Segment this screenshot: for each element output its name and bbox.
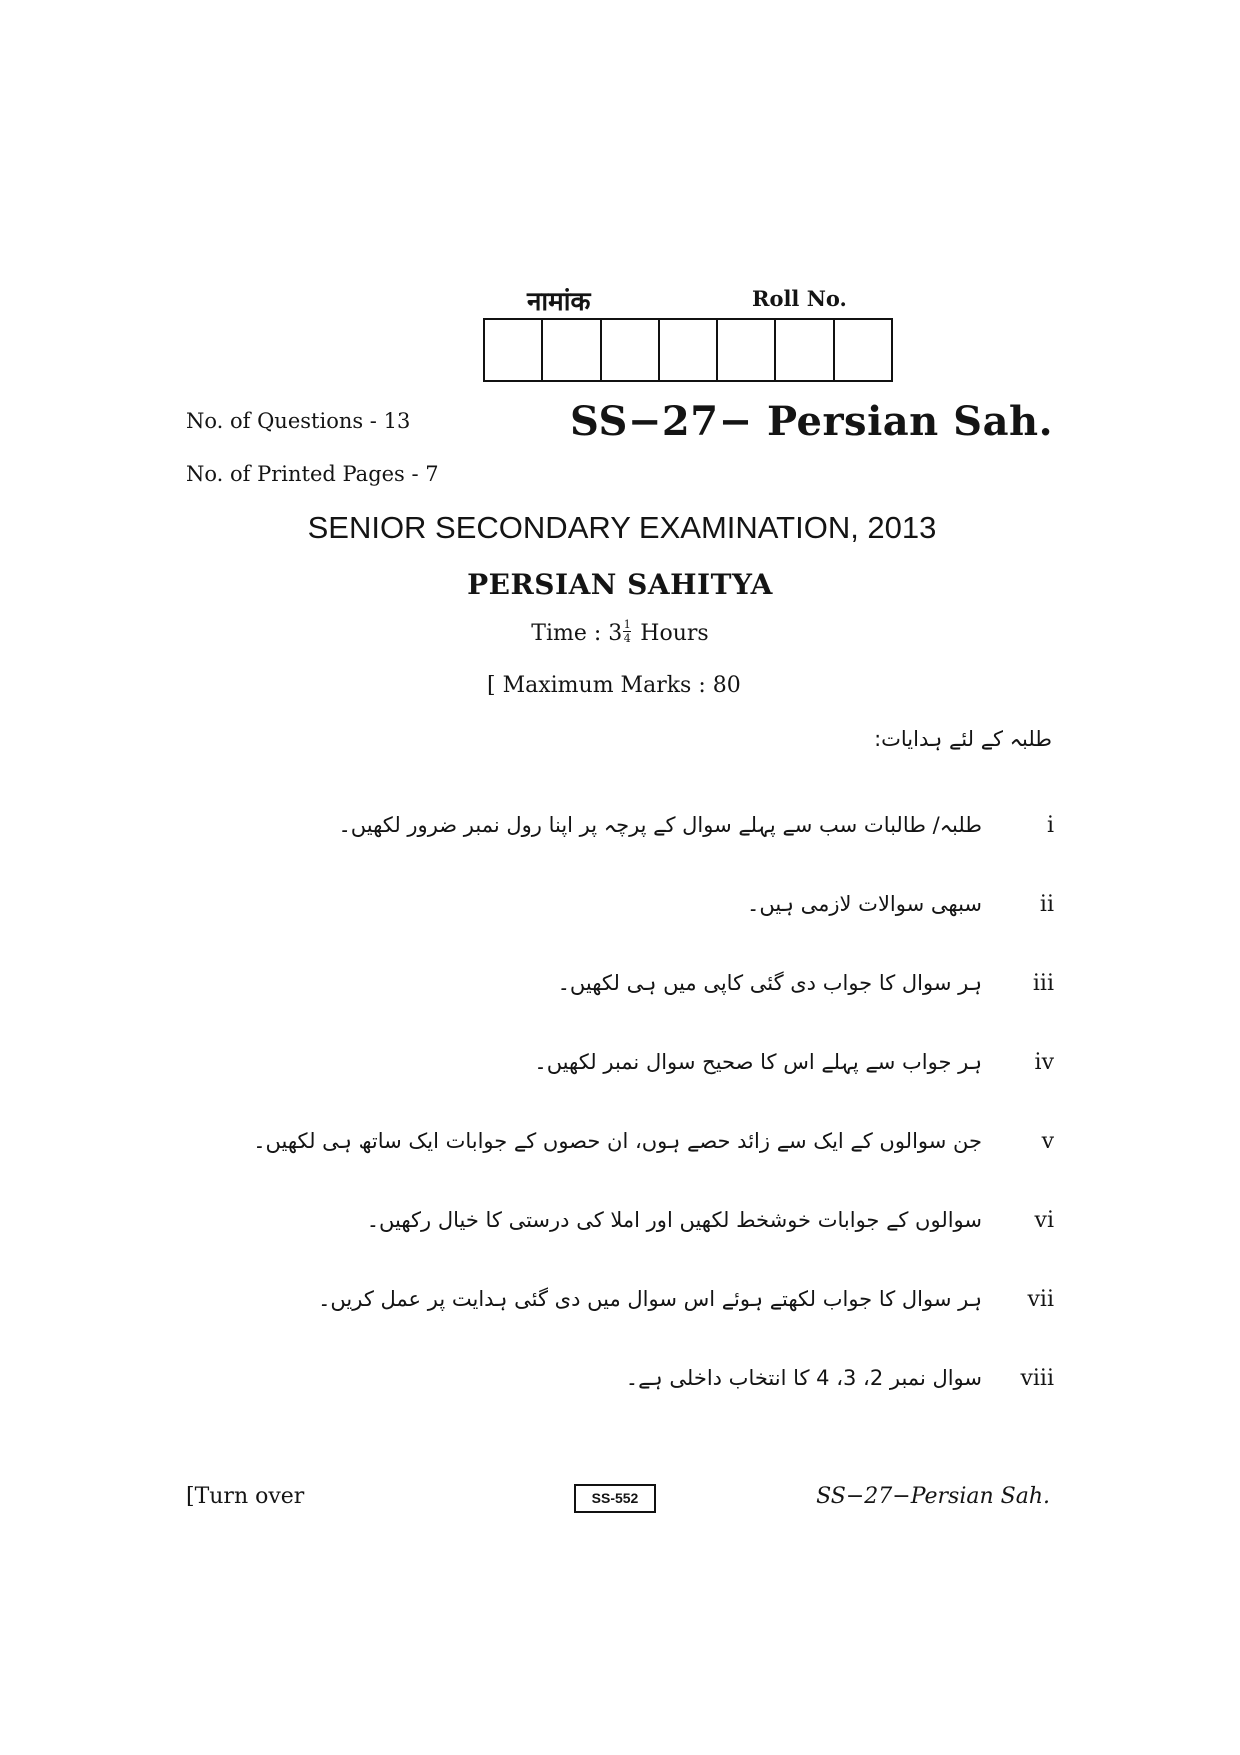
roll-number-box[interactable] [600, 320, 658, 380]
roll-number-box[interactable] [833, 320, 891, 380]
instruction-text: ہر جواب سے پہلے اس کا صحیح سوال نمبر لکھیں۔ [534, 1050, 982, 1074]
time-suffix: Hours [640, 621, 709, 646]
instruction-number: v [1041, 1128, 1054, 1154]
subject-title: PERSIAN SAHITYA [467, 568, 773, 601]
instruction-text: جن سوالوں کے ایک سے زائد حصے ہوں، ان حصوں کے جوابات ایک ساتھ ہی لکھیں۔ [253, 1129, 982, 1153]
instruction-number: iv [1034, 1049, 1054, 1075]
instruction-number: ii [1039, 891, 1054, 917]
instruction-number: i [1046, 812, 1054, 838]
roll-label: Roll No. [752, 286, 847, 311]
instruction-item [558, 961, 1054, 1005]
instruction-number: vii [1027, 1286, 1054, 1312]
paper-code: SS−27− Persian Sah. [570, 398, 1053, 445]
instruction-item [747, 882, 1054, 926]
maximum-marks: [ Maximum Marks : 80 [487, 673, 741, 698]
time-fraction-numerator: 1 [623, 617, 631, 631]
roll-number-boxes [483, 318, 893, 382]
instruction-text: سبھی سوالات لازمی ہیں۔ [747, 892, 982, 916]
instruction-text: سوالوں کے جوابات خوشخط لکھیں اور املا کی درستی کا خیال رکھیں۔ [366, 1208, 982, 1232]
questions-count: No. of Questions - 13 [186, 409, 411, 433]
instructions-heading: طلبہ کے لئے ہدایات: [874, 727, 1052, 751]
roll-label-hindi: नामांक [527, 287, 591, 317]
roll-number-box[interactable] [774, 320, 832, 380]
roll-number-box[interactable] [716, 320, 774, 380]
instruction-item [318, 1277, 1054, 1321]
instruction-text: طلبہ/ طالبات سب سے پہلے سوال کے پرچہ پر اپنا رول نمبر ضرور لکھیں۔ [338, 813, 982, 837]
instruction-item [367, 1198, 1054, 1242]
turn-over-note: [Turn over [186, 1484, 305, 1509]
roll-number-box[interactable] [541, 320, 599, 380]
instruction-text: سوال نمبر 2، 3، 4 کا انتخاب داخلی ہے۔ [625, 1366, 982, 1390]
instruction-number: vi [1034, 1207, 1054, 1233]
instruction-item [534, 1040, 1054, 1084]
time-fraction [623, 619, 631, 644]
instruction-number: iii [1032, 970, 1054, 996]
time-allowed [0, 617, 1240, 647]
instruction-item [626, 1356, 1054, 1400]
roll-number-box[interactable] [485, 320, 541, 380]
instruction-text: ہر سوال کا جواب دی گئی کاپی میں ہی لکھیں۔ [557, 971, 982, 995]
time-fraction-denominator: 4 [623, 631, 631, 645]
roll-number-box[interactable] [658, 320, 716, 380]
exam-title: SENIOR SECONDARY EXAMINATION, 2013 [307, 510, 937, 545]
time-prefix: Time : 3 [531, 621, 623, 646]
footer-paper-code: SS−27−Persian Sah. [816, 1484, 1050, 1509]
series-code-box: SS-552 [574, 1484, 656, 1513]
printed-pages-count: No. of Printed Pages - 7 [186, 462, 439, 486]
instruction-text: ہر سوال کا جواب لکھتے ہوئے اس سوال میں دی گئی ہدایت پر عمل کریں۔ [318, 1287, 982, 1311]
instruction-item [338, 803, 1054, 847]
instruction-item [253, 1119, 1054, 1163]
instruction-number: viii [1020, 1365, 1054, 1391]
